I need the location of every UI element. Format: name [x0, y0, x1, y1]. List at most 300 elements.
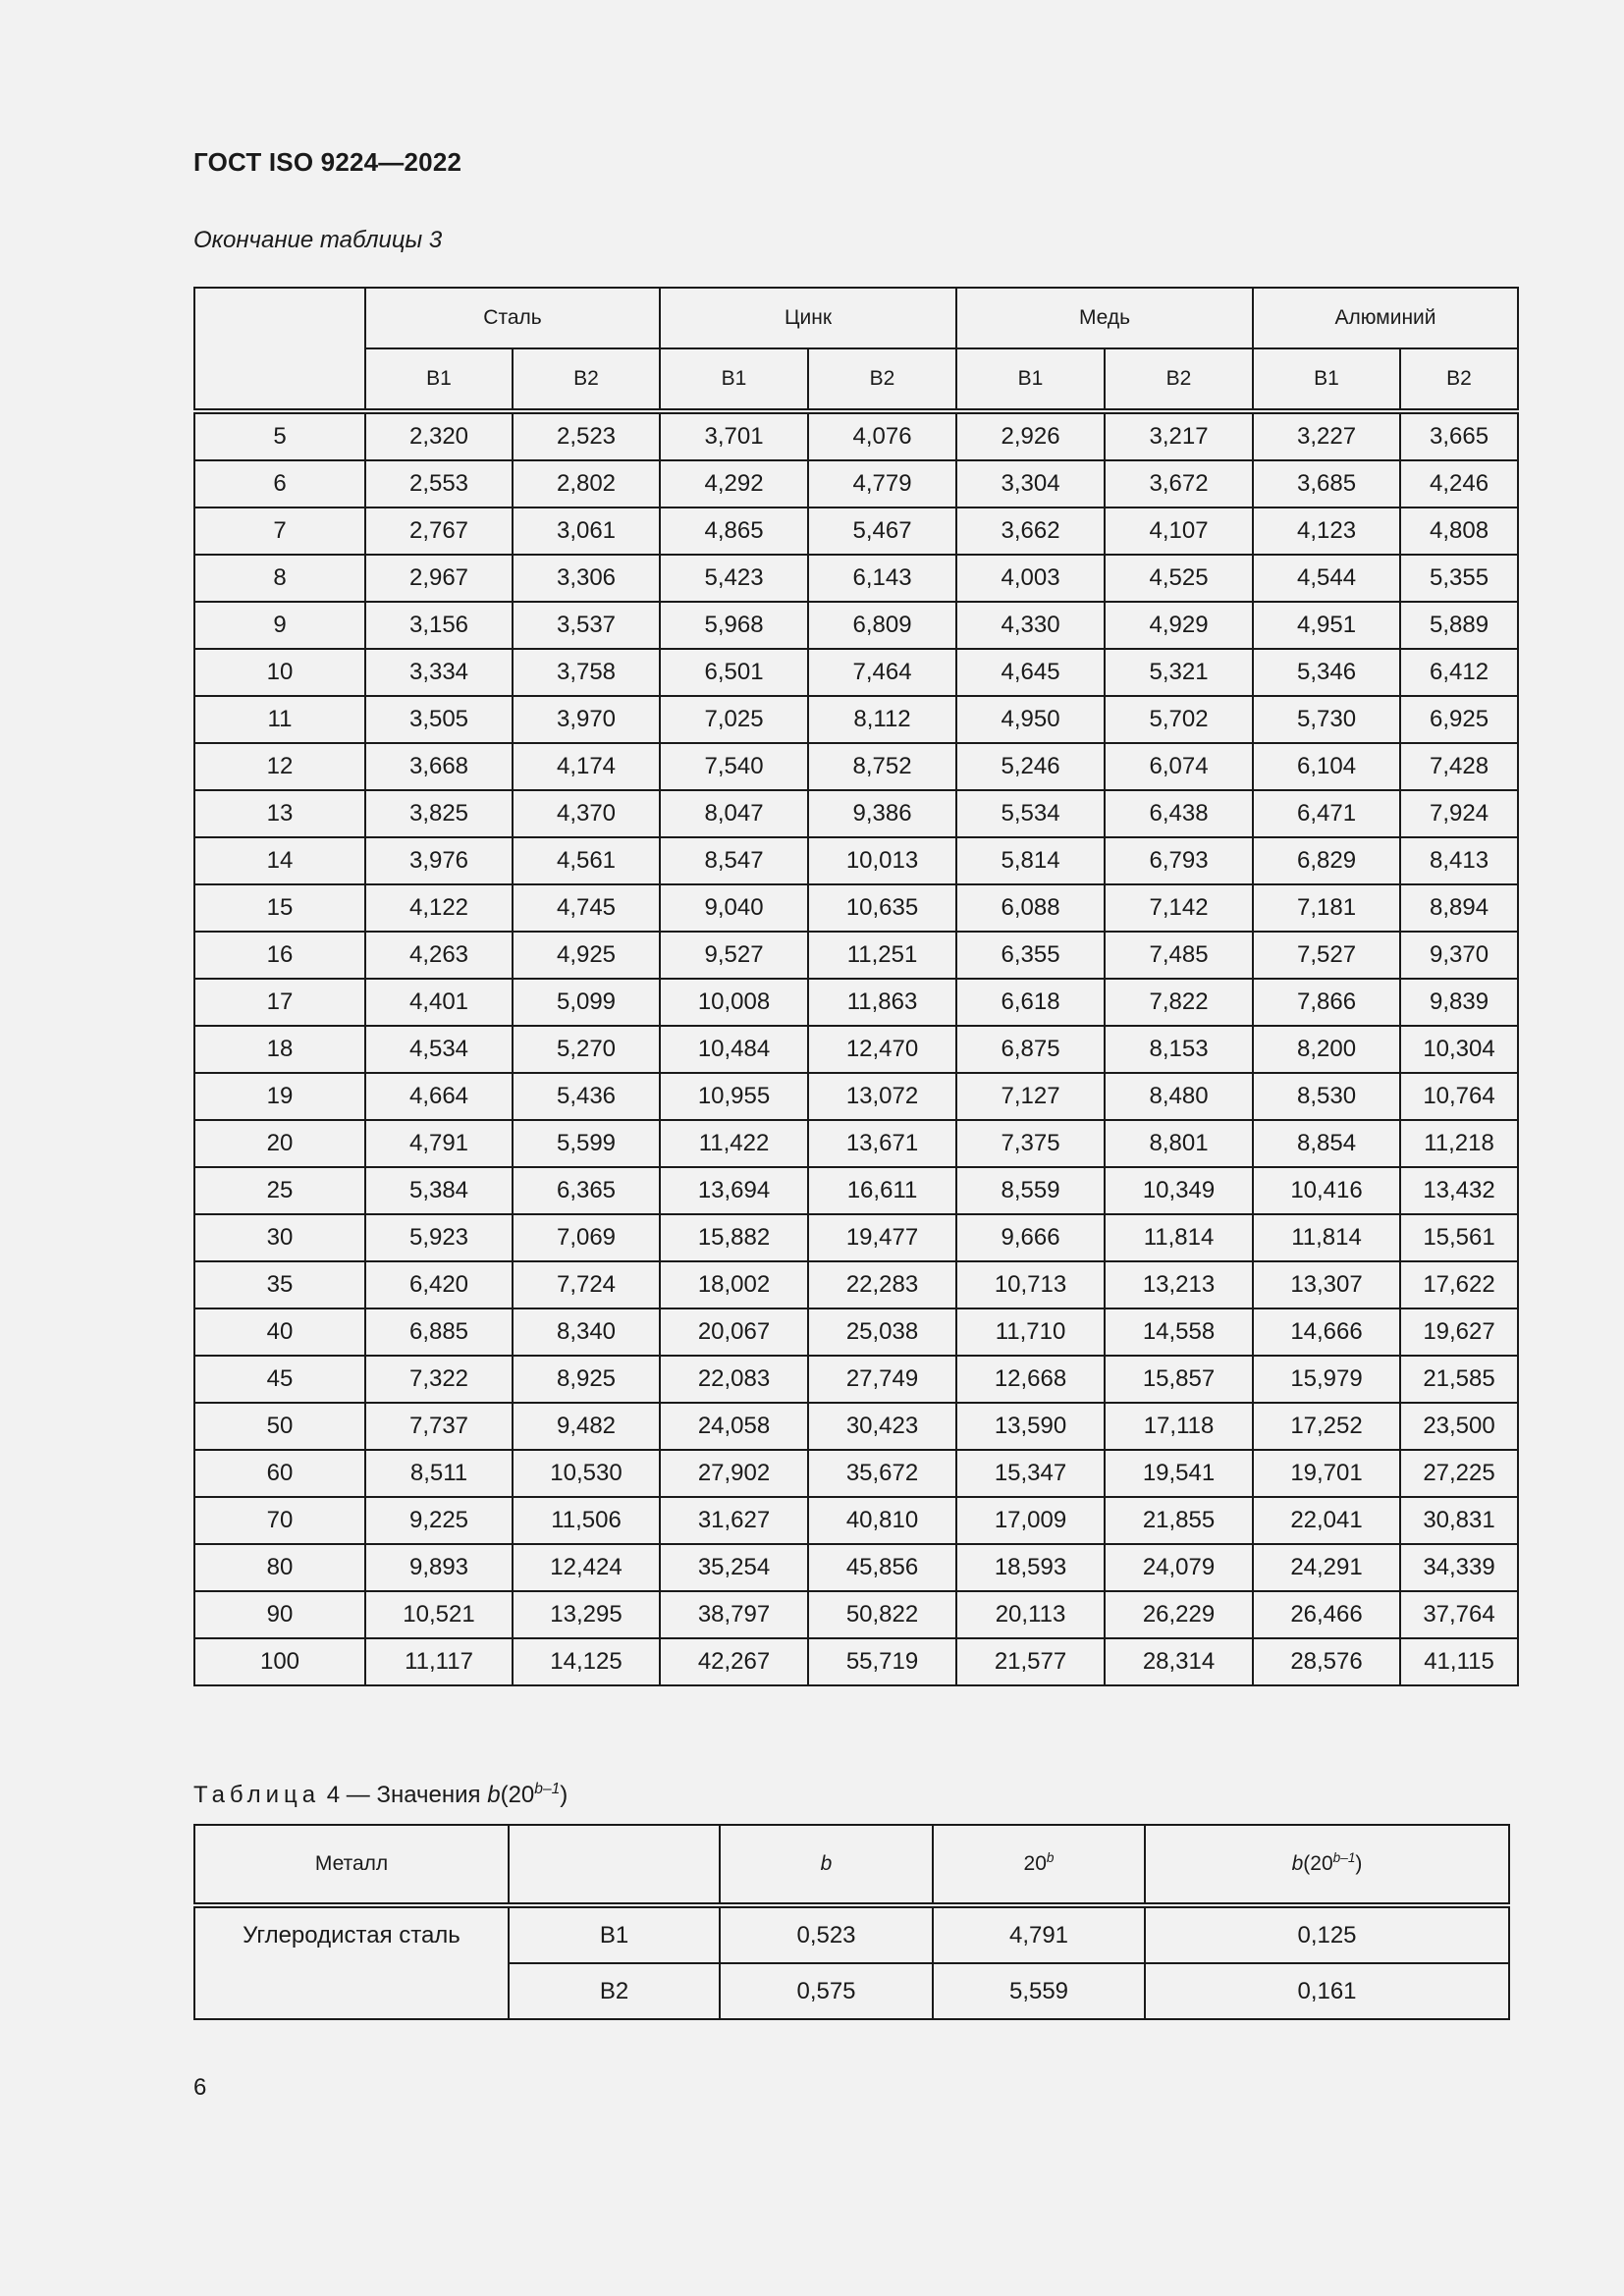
- table-cell: 13,213: [1105, 1261, 1253, 1308]
- row-label-cell: 15: [194, 884, 365, 932]
- row-label-cell: 6: [194, 460, 365, 507]
- page-number: 6: [193, 2074, 207, 2101]
- table-cell: 27,902: [660, 1450, 808, 1497]
- row-label-cell: 11: [194, 696, 365, 743]
- header-ratio-open: (20: [1303, 1852, 1333, 1875]
- table-cell: 10,304: [1400, 1026, 1518, 1073]
- table-cell: 8,340: [513, 1308, 660, 1356]
- table-row: [194, 1591, 1518, 1638]
- table-cell: 14,558: [1105, 1308, 1253, 1356]
- table-cell: 3,701: [660, 411, 808, 460]
- table-row: [194, 1308, 1518, 1356]
- table3-caption: Окончание таблицы 3: [193, 227, 443, 253]
- table-cell: 24,079: [1105, 1544, 1253, 1591]
- table-cell: 5,384: [365, 1167, 513, 1214]
- table-cell: 4,791: [933, 1905, 1145, 1963]
- table-cell: 5,702: [1105, 696, 1253, 743]
- header-ratio-close: ): [1355, 1852, 1363, 1875]
- table-cell: 5,968: [660, 602, 808, 649]
- header-b-symbol: b: [820, 1852, 833, 1875]
- table-cell: 8,530: [1253, 1073, 1400, 1120]
- table-cell: 3,825: [365, 790, 513, 837]
- metal-cell: Углеродистая сталь: [194, 1905, 509, 2019]
- table4-caption-rest: 4 — Значения: [326, 1782, 488, 1808]
- table-cell: 9,893: [365, 1544, 513, 1591]
- row-label-cell: 40: [194, 1308, 365, 1356]
- table-cell: 8,153: [1105, 1026, 1253, 1073]
- table-cell: 5,270: [513, 1026, 660, 1073]
- table-cell: 4,122: [365, 884, 513, 932]
- table-cell: 6,412: [1400, 649, 1518, 696]
- row-label-cell: 20: [194, 1120, 365, 1167]
- table-cell: 7,464: [808, 649, 956, 696]
- table-row: [194, 1497, 1518, 1544]
- table-cell: 17,009: [956, 1497, 1105, 1544]
- header-metal: Металл: [194, 1825, 509, 1905]
- table-cell: 4,645: [956, 649, 1105, 696]
- table-cell: 7,540: [660, 743, 808, 790]
- table-cell: 4,174: [513, 743, 660, 790]
- table-cell: 23,500: [1400, 1403, 1518, 1450]
- table-cell: 2,553: [365, 460, 513, 507]
- table-cell: 22,283: [808, 1261, 956, 1308]
- table-cell: 3,306: [513, 555, 660, 602]
- table-cell: 11,863: [808, 979, 956, 1026]
- group-header-steel: Сталь: [365, 288, 660, 348]
- table-cell: 4,951: [1253, 602, 1400, 649]
- table-cell: 37,764: [1400, 1591, 1518, 1638]
- table-cell: 15,857: [1105, 1356, 1253, 1403]
- table-cell: 6,875: [956, 1026, 1105, 1073]
- table-cell: 9,386: [808, 790, 956, 837]
- table-cell: 5,423: [660, 555, 808, 602]
- table-cell: 6,925: [1400, 696, 1518, 743]
- table-row: [194, 411, 1518, 460]
- table-cell: 45,856: [808, 1544, 956, 1591]
- table-cell: 9,370: [1400, 932, 1518, 979]
- group-header-zinc: Цинк: [660, 288, 956, 348]
- table-cell: 3,662: [956, 507, 1105, 555]
- table-cell: 30,831: [1400, 1497, 1518, 1544]
- table-cell: 6,074: [1105, 743, 1253, 790]
- row-label-cell: 80: [194, 1544, 365, 1591]
- table-cell: 4,561: [513, 837, 660, 884]
- table-cell: 10,521: [365, 1591, 513, 1638]
- table-cell: 4,544: [1253, 555, 1400, 602]
- table-cell: 7,375: [956, 1120, 1105, 1167]
- header-empty: [509, 1825, 720, 1905]
- table-cell: 3,227: [1253, 411, 1400, 460]
- row-label-cell: 45: [194, 1356, 365, 1403]
- header-ratio-sup: b–1: [1332, 1850, 1356, 1865]
- table-cell: 3,685: [1253, 460, 1400, 507]
- table-cell: 11,251: [808, 932, 956, 979]
- row-label-cell: 7: [194, 507, 365, 555]
- table-cell: 8,854: [1253, 1120, 1400, 1167]
- table-cell: 10,349: [1105, 1167, 1253, 1214]
- table-cell: 7,724: [513, 1261, 660, 1308]
- table-cell: 6,501: [660, 649, 808, 696]
- table4-caption-close: ): [560, 1782, 568, 1808]
- subcol-header: B2: [1105, 348, 1253, 411]
- table-cell: 7,142: [1105, 884, 1253, 932]
- row-label-cell: 8: [194, 555, 365, 602]
- table-cell: 5,099: [513, 979, 660, 1026]
- table-cell: 5,559: [933, 1963, 1145, 2019]
- table-cell: 3,665: [1400, 411, 1518, 460]
- subcol-header: B2: [1400, 348, 1518, 411]
- table-cell: 7,822: [1105, 979, 1253, 1026]
- table-cell: 13,671: [808, 1120, 956, 1167]
- table-cell: 50,822: [808, 1591, 956, 1638]
- table-cell: 10,416: [1253, 1167, 1400, 1214]
- table4-caption-prefix: Таблица: [193, 1782, 321, 1808]
- table-cell: 7,866: [1253, 979, 1400, 1026]
- row-label-cell: 19: [194, 1073, 365, 1120]
- table-cell: 55,719: [808, 1638, 956, 1685]
- table-cell: 0,125: [1145, 1905, 1509, 1963]
- table-cell: 19,541: [1105, 1450, 1253, 1497]
- table-cell: 4,525: [1105, 555, 1253, 602]
- table-cell: 12,470: [808, 1026, 956, 1073]
- table-row: [194, 555, 1518, 602]
- table-cell: 5,467: [808, 507, 956, 555]
- table-cell: 14,125: [513, 1638, 660, 1685]
- subcol-header: B1: [956, 348, 1105, 411]
- table-cell: 4,107: [1105, 507, 1253, 555]
- table-cell: 8,112: [808, 696, 956, 743]
- table-cell: 4,808: [1400, 507, 1518, 555]
- table-cell: 4,950: [956, 696, 1105, 743]
- table-cell: 3,537: [513, 602, 660, 649]
- table-row: [194, 1261, 1518, 1308]
- table-cell: 10,955: [660, 1073, 808, 1120]
- table-cell: 4,779: [808, 460, 956, 507]
- table-cell: 10,484: [660, 1026, 808, 1073]
- table-row: [194, 1026, 1518, 1073]
- table-cell: 5,599: [513, 1120, 660, 1167]
- header-b-ratio: [1145, 1825, 1509, 1905]
- table-cell: 22,041: [1253, 1497, 1400, 1544]
- header-20-pow-b: [933, 1825, 1145, 1905]
- table-cell: 7,527: [1253, 932, 1400, 979]
- table-row: [194, 932, 1518, 979]
- table-cell: 9,527: [660, 932, 808, 979]
- table-row: [194, 1544, 1518, 1591]
- table-cell: 6,438: [1105, 790, 1253, 837]
- table-cell: 19,701: [1253, 1450, 1400, 1497]
- table-cell: 21,855: [1105, 1497, 1253, 1544]
- table-cell: 5,534: [956, 790, 1105, 837]
- table-cell: 5,730: [1253, 696, 1400, 743]
- table-cell: 13,295: [513, 1591, 660, 1638]
- table-cell: 3,672: [1105, 460, 1253, 507]
- table-cell: 4,003: [956, 555, 1105, 602]
- table4-caption-open: (20: [500, 1782, 535, 1808]
- table-cell: 4,791: [365, 1120, 513, 1167]
- row-label-cell: 10: [194, 649, 365, 696]
- subcol-header: B1: [1253, 348, 1400, 411]
- table-cell: 2,967: [365, 555, 513, 602]
- header-b: [720, 1825, 933, 1905]
- table-cell: 10,713: [956, 1261, 1105, 1308]
- table3-corner-cell: [194, 288, 365, 411]
- table-row: [194, 602, 1518, 649]
- table-cell: 10,013: [808, 837, 956, 884]
- table-cell: 30,423: [808, 1403, 956, 1450]
- table-cell: 16,611: [808, 1167, 956, 1214]
- table-row: [194, 1638, 1518, 1685]
- table-cell: 15,882: [660, 1214, 808, 1261]
- table-cell: 8,480: [1105, 1073, 1253, 1120]
- table-cell: 25,038: [808, 1308, 956, 1356]
- table-cell: 4,263: [365, 932, 513, 979]
- table-cell: 6,885: [365, 1308, 513, 1356]
- table-cell: 6,420: [365, 1261, 513, 1308]
- row-label-cell: 5: [194, 411, 365, 460]
- table-row: [194, 1214, 1518, 1261]
- table-cell: 3,668: [365, 743, 513, 790]
- table-row: [194, 649, 1518, 696]
- table-cell: 19,477: [808, 1214, 956, 1261]
- table-cell: 7,485: [1105, 932, 1253, 979]
- table-cell: 42,267: [660, 1638, 808, 1685]
- table-cell: 18,002: [660, 1261, 808, 1308]
- table-cell: 6,471: [1253, 790, 1400, 837]
- table-cell: 6,365: [513, 1167, 660, 1214]
- row-label-cell: 100: [194, 1638, 365, 1685]
- table-cell: 12,668: [956, 1356, 1105, 1403]
- row-label-cell: 13: [194, 790, 365, 837]
- row-label-cell: 17: [194, 979, 365, 1026]
- table-cell: 22,083: [660, 1356, 808, 1403]
- table-cell: 5,246: [956, 743, 1105, 790]
- table-cell: 5,923: [365, 1214, 513, 1261]
- table-cell: 7,322: [365, 1356, 513, 1403]
- table-row: [194, 696, 1518, 743]
- table-cell: 3,505: [365, 696, 513, 743]
- table-cell: 9,040: [660, 884, 808, 932]
- table-cell: 7,181: [1253, 884, 1400, 932]
- table3-subheader-row: [194, 348, 1518, 411]
- table-cell: 7,924: [1400, 790, 1518, 837]
- table-cell: 4,123: [1253, 507, 1400, 555]
- table-cell: 35,672: [808, 1450, 956, 1497]
- table-cell: 15,979: [1253, 1356, 1400, 1403]
- table-cell: 11,710: [956, 1308, 1105, 1356]
- table-cell: 4,865: [660, 507, 808, 555]
- table-cell: 8,801: [1105, 1120, 1253, 1167]
- table-cell: 4,292: [660, 460, 808, 507]
- table-cell: 8,200: [1253, 1026, 1400, 1073]
- row-label-cell: 16: [194, 932, 365, 979]
- table-cell: 3,156: [365, 602, 513, 649]
- table-row: [194, 1403, 1518, 1450]
- table-cell: 5,346: [1253, 649, 1400, 696]
- table-cell: 8,047: [660, 790, 808, 837]
- table-cell: 35,254: [660, 1544, 808, 1591]
- table-cell: 7,428: [1400, 743, 1518, 790]
- table-cell: 15,561: [1400, 1214, 1518, 1261]
- table-cell: 8,559: [956, 1167, 1105, 1214]
- table-cell: 13,694: [660, 1167, 808, 1214]
- table-cell: 4,370: [513, 790, 660, 837]
- row-label-cell: 60: [194, 1450, 365, 1497]
- table-cell: B1: [509, 1905, 720, 1963]
- table-cell: 6,104: [1253, 743, 1400, 790]
- table-3: [193, 287, 1519, 1686]
- table-cell: 5,814: [956, 837, 1105, 884]
- table-cell: 6,793: [1105, 837, 1253, 884]
- table-cell: 4,401: [365, 979, 513, 1026]
- table-cell: 2,320: [365, 411, 513, 460]
- row-label-cell: 35: [194, 1261, 365, 1308]
- table-cell: 11,814: [1105, 1214, 1253, 1261]
- table-cell: 8,925: [513, 1356, 660, 1403]
- table-cell: 4,330: [956, 602, 1105, 649]
- table-cell: 26,229: [1105, 1591, 1253, 1638]
- header-pow-base: 20: [1023, 1852, 1047, 1875]
- table-cell: 2,523: [513, 411, 660, 460]
- table-cell: 27,225: [1400, 1450, 1518, 1497]
- table-cell: 38,797: [660, 1591, 808, 1638]
- table-cell: 20,113: [956, 1591, 1105, 1638]
- table-cell: 11,117: [365, 1638, 513, 1685]
- table-cell: 4,929: [1105, 602, 1253, 649]
- row-label-cell: 30: [194, 1214, 365, 1261]
- table-cell: 10,008: [660, 979, 808, 1026]
- table-cell: 9,482: [513, 1403, 660, 1450]
- table-cell: 3,217: [1105, 411, 1253, 460]
- table4-caption-b: b: [487, 1782, 501, 1808]
- table-cell: 17,622: [1400, 1261, 1518, 1308]
- table-cell: 3,976: [365, 837, 513, 884]
- table-cell: 10,764: [1400, 1073, 1518, 1120]
- table-cell: 4,925: [513, 932, 660, 979]
- table-cell: 41,115: [1400, 1638, 1518, 1685]
- table-cell: 4,076: [808, 411, 956, 460]
- table-cell: 27,749: [808, 1356, 956, 1403]
- table-cell: 0,523: [720, 1905, 933, 1963]
- table-cell: 17,118: [1105, 1403, 1253, 1450]
- table4-caption-sup: b–1: [534, 1781, 561, 1797]
- subcol-header: B2: [808, 348, 956, 411]
- table-cell: 13,432: [1400, 1167, 1518, 1214]
- table-cell: 2,767: [365, 507, 513, 555]
- header-ratio-b: b: [1291, 1852, 1304, 1875]
- table-row: [194, 1450, 1518, 1497]
- table-cell: 20,067: [660, 1308, 808, 1356]
- table-cell: 3,304: [956, 460, 1105, 507]
- table-cell: 21,585: [1400, 1356, 1518, 1403]
- table-cell: 5,321: [1105, 649, 1253, 696]
- table-row: [194, 1120, 1518, 1167]
- table-cell: 28,576: [1253, 1638, 1400, 1685]
- table-cell: 7,737: [365, 1403, 513, 1450]
- row-label-cell: 90: [194, 1591, 365, 1638]
- table-cell: 4,246: [1400, 460, 1518, 507]
- table-cell: 8,894: [1400, 884, 1518, 932]
- table-row: [194, 1073, 1518, 1120]
- table-row: [194, 460, 1518, 507]
- table-cell: 10,530: [513, 1450, 660, 1497]
- table-cell: 26,466: [1253, 1591, 1400, 1638]
- table-cell: 13,072: [808, 1073, 956, 1120]
- subcol-header: B1: [365, 348, 513, 411]
- table-cell: 6,355: [956, 932, 1105, 979]
- table-cell: 12,424: [513, 1544, 660, 1591]
- table-cell: 31,627: [660, 1497, 808, 1544]
- table-cell: 19,627: [1400, 1308, 1518, 1356]
- row-label-cell: 70: [194, 1497, 365, 1544]
- table-cell: 13,590: [956, 1403, 1105, 1450]
- table-cell: 9,666: [956, 1214, 1105, 1261]
- table-cell: 0,575: [720, 1963, 933, 2019]
- table-cell: 8,547: [660, 837, 808, 884]
- row-label-cell: 18: [194, 1026, 365, 1073]
- row-label-cell: 50: [194, 1403, 365, 1450]
- table-cell: 3,061: [513, 507, 660, 555]
- table-cell: 11,218: [1400, 1120, 1518, 1167]
- table-cell: 17,252: [1253, 1403, 1400, 1450]
- table-cell: 4,664: [365, 1073, 513, 1120]
- row-label-cell: 9: [194, 602, 365, 649]
- table-cell: 8,511: [365, 1450, 513, 1497]
- table3-body: [194, 411, 1518, 1685]
- table-cell: 3,970: [513, 696, 660, 743]
- table-row: [194, 884, 1518, 932]
- table-cell: 15,347: [956, 1450, 1105, 1497]
- table3-group-header-row: [194, 288, 1518, 348]
- header-pow-sup: b: [1046, 1850, 1055, 1865]
- table-cell: 9,839: [1400, 979, 1518, 1026]
- table-cell: 4,745: [513, 884, 660, 932]
- table-row: [194, 790, 1518, 837]
- table-cell: 2,926: [956, 411, 1105, 460]
- table-cell: 7,069: [513, 1214, 660, 1261]
- table4-caption: [193, 1782, 568, 1809]
- table-cell: 24,291: [1253, 1544, 1400, 1591]
- table-cell: 34,339: [1400, 1544, 1518, 1591]
- table-cell: 6,618: [956, 979, 1105, 1026]
- table-cell: 8,413: [1400, 837, 1518, 884]
- table-cell: 5,889: [1400, 602, 1518, 649]
- table-cell: 18,593: [956, 1544, 1105, 1591]
- table-row: [194, 979, 1518, 1026]
- table-cell: 6,809: [808, 602, 956, 649]
- table-cell: 2,802: [513, 460, 660, 507]
- table-cell: 11,422: [660, 1120, 808, 1167]
- subcol-header: B2: [513, 348, 660, 411]
- table-row: [194, 507, 1518, 555]
- table-row: [194, 1905, 1509, 1963]
- table-cell: 9,225: [365, 1497, 513, 1544]
- table-cell: B2: [509, 1963, 720, 2019]
- table-cell: 3,758: [513, 649, 660, 696]
- table-cell: 14,666: [1253, 1308, 1400, 1356]
- row-label-cell: 12: [194, 743, 365, 790]
- group-header-aluminium: Алюминий: [1253, 288, 1518, 348]
- table-cell: 7,127: [956, 1073, 1105, 1120]
- table-cell: 5,355: [1400, 555, 1518, 602]
- table-cell: 6,143: [808, 555, 956, 602]
- document-code: ГОСТ ISO 9224—2022: [193, 147, 462, 177]
- table4-header-row: [194, 1825, 1509, 1905]
- table-cell: 7,025: [660, 696, 808, 743]
- table-row: [194, 837, 1518, 884]
- table-cell: 40,810: [808, 1497, 956, 1544]
- group-header-copper: Медь: [956, 288, 1253, 348]
